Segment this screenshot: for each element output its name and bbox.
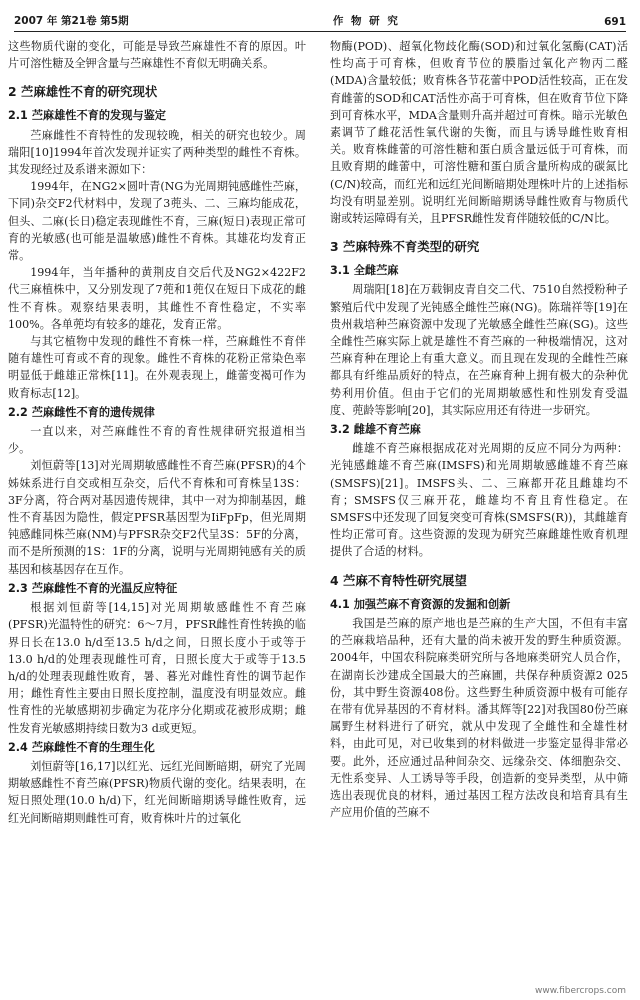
subsection-heading: 2.3 苎麻雌性不育的光温反应特征 [8, 581, 178, 595]
subsection-heading: 2.4 苎麻雌性不育的生理生化 [8, 740, 155, 754]
right-column [330, 38, 628, 983]
paragraph: 刘恒蔚等[13]对光周期敏感雌性不育苎麻(PFSR)的4个姊妹系进行自交或相互杂交，后代不育株和可育株呈13S：3F分离，符合两对基因遗传规律，其中一对为抑制基因，雌性不育基因为隐性，假定PFSR基因型为IiFpFp，但光周期钝感雌同株苎麻(NM)与PFSR杂交F2代呈3S：5F的分离，而不是所预测的1S：1F的分离，说明与光周期钝感有关的质基因和核基因存在互作。 [8, 459, 306, 576]
page-header [14, 8, 626, 28]
paragraph: 我国是苎麻的原产地也是苎麻的生产大国，不但有丰富的苎麻栽培品种，还有大量的尚未被开发的野生种质资源。2004年，中国农科院麻类研究所与各地麻类研究人员合作，在湖南长沙建成全国最大的苎麻圃，共保存种质资源2 025份，其中野生资源408份。这些野生种质资源中极有可能存在带有优异基因的不育材料。潘其辉等[22]对我国80份苎麻属野生材料进行了研究，就从中发现了全雌性和全雄性材料，由此可见，对已收集到的材料做进一步鉴定显得非常必要。此外，还应通过品种间杂交、远缘杂交、体细胞杂交、无性系变异、人工诱导等手段，创造新的变异类型，从中筛选出表现优良的材料，通过基因工程方法改良和培育具有生产应用价值的苎麻不 [330, 616, 628, 820]
header-rule [14, 31, 626, 32]
paragraph: 一直以来，对苎麻雌性不育的育性规律研究报道相当少。 [8, 425, 306, 456]
page-number: 691 [604, 16, 626, 28]
subsection-heading: 4.1 加强苎麻不育资源的发掘和创新 [330, 597, 511, 611]
paragraph: 根据刘恒蔚等[14,15]对光周期敏感雌性不育苎麻(PFSR)光温特性的研究：6～7月，PFSR雌性育性转换的临界日长在13.0 h/d至13.5 h/d之间，日照长度小于或等于13.0 h/d的处理表现雌性可育，日照长度大于或等于13.5 h/d的处理表现雌性败育，暑、暮光对雌性育性的调节起作用；雌性育性主要由日照长度控制，温度没有明显效应。雌性育性的光敏感期初步确定为花序分化期或花被形成期；雌性发育光敏感期持续日数为3 d或更短。 [8, 601, 306, 735]
paragraph: 物酶(POD)、超氧化物歧化酶(SOD)和过氧化氢酶(CAT)活性均高于可育株，但败育节位的膜脂过氧化产物丙二醛(MDA)含量较低；败育株各节花蕾中POD活性较高，正在发育雌蕾的SOD和CAT活性亦高于可育株，但在败育节位下降到可育株水平，MDA含量则升高并超过可育株。暗示光敏色素调节了雌花活性氧代谢的失衡，而且与诱导雌性败育相关。败育株雌蕾的可溶性糖和蛋白质含量远低于可育株，而且败育期的雌蕾中，可溶性糖和蛋白质含量所构成的碳氮比(C/N)较高，而红光和远红光间断暗期处理株叶片的上述指标均没有明显差别。说明红光间断暗期诱导雌性败育与物质代谢或转运障碍有关，且PFSR雌性发育伴随较低的C/N比。 [330, 40, 628, 226]
subsection-heading: 2.1 苎麻雄性不育的发现与鉴定 [8, 109, 166, 123]
paragraph: 苎麻雌性不育特性的发现较晚，相关的研究也较少。周瑞阳[10]1994年首次发现并证实了两种类型的雌性不育株。其发现经过及系谱来源如下： [8, 128, 306, 177]
paragraph: 雌雄不育苎麻根据成花对光周期的反应不同分为两种：光钝感雌雄不育苎麻(IMSFS)和光周期敏感雌雄不育苎麻(SMSFS)[21]。IMSFS头、二、三麻都开花且雌雄均不育；SMSFS仅三麻开花，雌雄均不育且育性稳定。在SMSFS中还发现了回复突变可育株(SMSFS(R))，其雌雄育性均正常可育。这些资源的发现为研究苎麻雌雄性败育机理提供了合适的材料。 [330, 442, 628, 559]
paragraph: 1994年，当年播种的黄荆皮自交后代及NG2×422F2代三麻植株中，又分别发现了7蔸和1蔸仅在短日下成花的雌性不育株。观察结果表明，其雌性不育性稳定，不实率100%。各单蔸均有较多的雄花，发育正常。 [8, 266, 306, 331]
watermark: www.fibercrops.com [535, 986, 626, 996]
section-heading: 2 苎麻雄性不育的研究现状 [8, 84, 158, 100]
paragraph: 刘恒蔚等[16,17]以红光、远红光间断暗期，研究了光周期敏感雌性不育苎麻(PFSR)物质代谢的变化。结果表明，在短日照处理(10.0 h/d)下，红光间断暗期诱导雌性败育，远红光间断暗期则雌性可育，败育株叶片的过氧化 [8, 759, 306, 825]
paragraph: 1994年，在NG2×圆叶青(NG为光周期钝感雌性苎麻，下同)杂交F2代材料中，发现了3蔸头、二、三麻均能成花，但头、二麻(长日)稳定表现雌性不育，三麻(短日)表现正常可育的光敏感(也可能是温敏感)雌性不育株。其雄花均发育正常。 [8, 180, 306, 263]
journal-issue: 2007 年 第21卷 第5期 [14, 15, 129, 27]
subsection-heading: 3.2 雌雄不育苎麻 [330, 423, 421, 437]
subsection-heading: 2.2 苎麻雌性不育的遗传规律 [8, 405, 155, 419]
subsection-heading: 3.1 全雌苎麻 [330, 264, 399, 278]
left-column [8, 38, 306, 983]
section-heading: 4 苎麻不育特性研究展望 [330, 572, 467, 588]
section-heading: 3 苎麻特殊不育类型的研究 [330, 239, 480, 255]
paragraph: 这些物质代谢的变化，可能是导致苎麻雄性不育的原因。叶片可溶性糖及全钾含量与苎麻雄性不育似无明确关系。 [8, 40, 306, 71]
journal-title: 作 物 研 究 [332, 15, 400, 27]
paragraph: 周瑞阳[18]在万载铜皮青自交二代、7510自然授粉种子繁殖后代中发现了光钝感全雌性苎麻(NG)。陈瑞祥等[19]在贵州栽培种苎麻资源中发现了光敏感全雌性苎麻(SG)。这些全雌性苎麻实际上就是雄性不育苎麻的一种极端情况，这对苎麻育种在理论上有重大意义。而且现在发现的全雌性苎麻都具有纤维品质好的特点，在苎麻育种上拥有极大的杂种优势利用价值。但由于它们的光周期敏感性和性别发育受温度、蔸龄等影响[20]，其实际应用还有待进一步研究。 [330, 283, 628, 417]
paragraph: 与其它植物中发现的雌性不育株一样，苎麻雌性不育伴随有雄性可育或不育的现象。雌性不育株的花粉正常染色率明显低于雌雄正常株[11]。在外观表现上，雌蕾变褐可作为败育标志[12]。 [8, 335, 306, 400]
